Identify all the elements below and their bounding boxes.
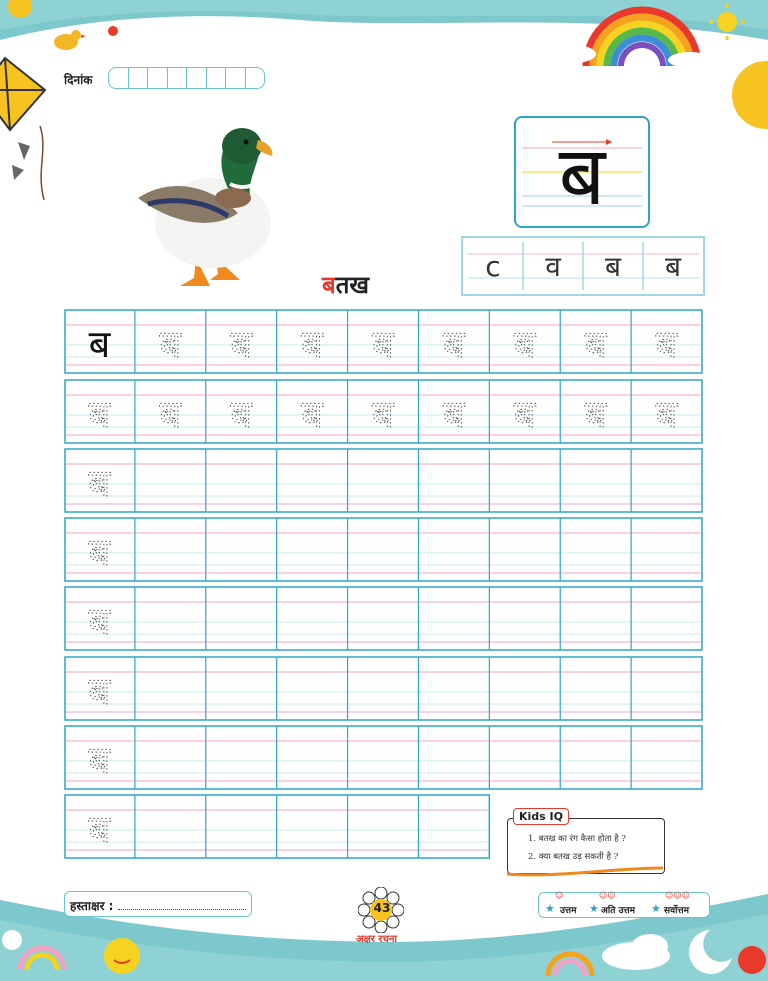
letter-guide-lines xyxy=(516,118,648,226)
example-word xyxy=(322,268,369,301)
kids-iq-title: Kids IQ xyxy=(513,808,569,825)
star-icon[interactable]: ★ xyxy=(651,902,661,915)
practice-grid xyxy=(64,309,704,861)
word-rest: तख xyxy=(335,271,370,299)
dot-icon xyxy=(108,26,118,36)
practice-row xyxy=(65,449,702,512)
trace-letter[interactable]: ब xyxy=(584,392,607,436)
trace-letter[interactable]: ब xyxy=(159,322,182,366)
practice-row xyxy=(65,726,702,789)
kids-iq-swoosh xyxy=(505,866,665,878)
trace-letter[interactable]: ब xyxy=(88,599,111,643)
trace-letter[interactable]: ब xyxy=(88,669,111,713)
trace-letter[interactable]: ब xyxy=(301,392,323,436)
rating-smile-3: ☺☺☺ xyxy=(665,891,691,900)
trace-letter[interactable]: ब xyxy=(655,322,678,366)
duck-illustration xyxy=(118,118,278,294)
practice-row xyxy=(65,380,702,443)
rating-smile-1: ☺ xyxy=(555,891,564,900)
trace-letter[interactable]: ब xyxy=(230,322,253,366)
trace-letter[interactable]: ब xyxy=(655,392,678,436)
page-number: 43 xyxy=(373,901,391,915)
stroke-step-2: व xyxy=(545,250,561,283)
trace-letter[interactable]: ब xyxy=(443,392,465,436)
bird-icon xyxy=(54,30,86,50)
trace-letter[interactable]: ब xyxy=(372,322,394,366)
date-label: दिनांक xyxy=(64,73,93,87)
stroke-step-4: ब xyxy=(665,250,681,283)
rating-label-1: उत्तम xyxy=(560,906,577,916)
stroke-order-strip xyxy=(461,236,705,296)
date-input[interactable] xyxy=(108,67,265,89)
practice-row xyxy=(65,310,702,373)
rating-box xyxy=(538,892,710,918)
rating-label-2: अति उत्तम xyxy=(601,906,636,916)
trace-letter[interactable]: ब xyxy=(159,392,182,436)
trace-letter[interactable]: ब xyxy=(301,322,323,366)
trace-letter[interactable]: ब xyxy=(513,322,536,366)
trace-letter[interactable]: ब xyxy=(88,807,111,851)
trace-letter[interactable]: ब xyxy=(230,392,253,436)
trace-letter[interactable]: ब xyxy=(88,392,111,436)
rating-label-3: सर्वोत्तम xyxy=(664,906,690,916)
trace-letter[interactable]: ब xyxy=(88,461,111,505)
sun-circle-icon xyxy=(718,60,768,130)
sun-face-icon xyxy=(104,938,140,974)
trace-letter[interactable]: ब xyxy=(88,738,111,782)
stroke-step-1: c xyxy=(485,250,501,283)
practice-row xyxy=(65,657,702,720)
kids-iq-question-1: 1. बतख का रंग कैसा होता है ? xyxy=(528,834,626,844)
top-decoration xyxy=(0,0,768,70)
signature-line[interactable] xyxy=(118,897,246,910)
rating-smile-2: ☺☺ xyxy=(599,891,616,900)
word-first-letter: ब xyxy=(322,271,336,299)
trace-letter[interactable]: ब xyxy=(443,322,465,366)
signature-label: हस्ताक्षर : xyxy=(70,899,114,913)
big-letter: ब xyxy=(558,129,606,224)
footer-title: अक्षर रचना xyxy=(356,934,397,945)
practice-row xyxy=(65,795,489,858)
trace-letter[interactable]: ब xyxy=(584,322,607,366)
kids-iq-question-2: 2. क्या बतख उड़ सकती है ? xyxy=(528,852,619,862)
model-letter[interactable]: ब xyxy=(88,322,111,366)
kids-iq-box xyxy=(507,808,665,876)
trace-letter[interactable]: ब xyxy=(372,392,394,436)
stroke-step-3: ब xyxy=(605,250,621,283)
letter-stroke-guide xyxy=(514,116,650,228)
trace-letter[interactable]: ब xyxy=(513,392,536,436)
practice-row xyxy=(65,587,702,650)
kite-icon xyxy=(0,50,60,210)
practice-row xyxy=(65,518,702,581)
star-icon[interactable]: ★ xyxy=(589,902,599,915)
trace-letter[interactable]: ब xyxy=(88,530,111,574)
star-icon[interactable]: ★ xyxy=(545,902,555,915)
